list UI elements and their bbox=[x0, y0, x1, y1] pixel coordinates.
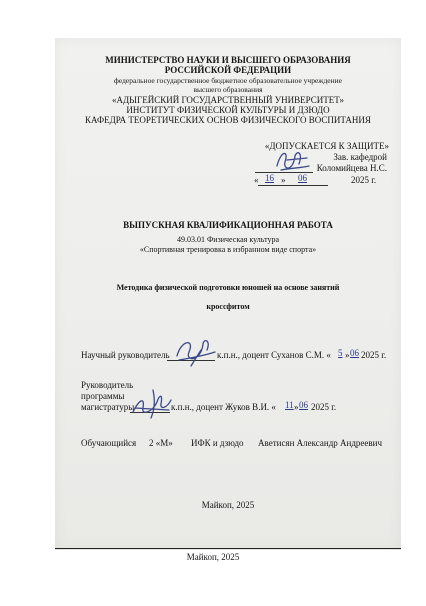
document-type: ВЫПУСКНАЯ КВАЛИФИКАЦИОННАЯ РАБОТА bbox=[123, 220, 333, 230]
program-head-date-mid: » bbox=[294, 402, 299, 412]
specialty-profile: «Спортивная тренировка в избранном виде спорта» bbox=[139, 245, 317, 254]
ministry-line-2: РОССИЙСКОЙ ФЕДЕРАЦИИ bbox=[164, 65, 292, 75]
approval-date-month: 06 bbox=[298, 173, 307, 183]
approval-date-open: « bbox=[254, 175, 259, 185]
student-name: Аветисян Александр Андреевич bbox=[258, 438, 382, 448]
approval-date-mid: » bbox=[281, 175, 286, 185]
program-head-details: к.п.н., доцент Жуков В.И. « bbox=[171, 402, 276, 412]
supervisor-date-mid: » bbox=[345, 350, 350, 360]
approval-date-day: 16 bbox=[265, 173, 274, 183]
page-bottom-rule bbox=[55, 548, 401, 549]
supervisor-details: к.п.н., доцент Суханов С.М. « bbox=[217, 350, 331, 360]
approval-date-year: 2025 г. bbox=[351, 175, 377, 185]
document-photo bbox=[55, 38, 401, 550]
university-name: «АДЫГЕЙСКИЙ ГОСУДАРСТВЕННЫЙ УНИВЕРСИТЕТ» bbox=[112, 95, 344, 105]
approval-name: Коломийцева Н.С. bbox=[316, 163, 387, 173]
department-name: КАФЕДРА ТЕОРЕТИЧЕСКИХ ОСНОВ ФИЗИЧЕСКОГО ВОСПИТАНИЯ bbox=[85, 115, 371, 125]
institution-type-line-1: федеральное государственное бюджетное образовательное учреждение bbox=[114, 76, 342, 85]
footer-city-year: Майкоп, 2025 bbox=[186, 552, 240, 562]
supervisor-signature bbox=[171, 332, 219, 368]
supervisor-date-year: 2025 г. bbox=[361, 350, 387, 360]
supervisor-date-month: 06 bbox=[350, 348, 359, 358]
institute-name: ИНСТИТУТ ФИЗИЧЕСКОЙ КУЛЬТУРЫ И ДЗЮДО bbox=[126, 105, 330, 115]
student-institute: ИФК и дзюдо bbox=[191, 438, 244, 448]
approval-role: Зав. кафедрой bbox=[333, 152, 387, 162]
program-head-label-2: программы bbox=[81, 391, 125, 401]
topic-line-2: кроссфитом bbox=[206, 302, 250, 311]
program-head-date-day: 11 bbox=[285, 400, 294, 410]
approval-label: «ДОПУСКАЕТСЯ К ЗАЩИТЕ» bbox=[264, 141, 389, 151]
supervisor-label: Научный руководитель bbox=[81, 350, 170, 360]
institution-type-line-2: высшего образования bbox=[193, 85, 263, 94]
program-head-signature bbox=[129, 386, 177, 420]
student-course: 2 «М» bbox=[149, 438, 173, 448]
city-year: Майкоп, 2025 bbox=[201, 500, 255, 510]
approval-date-line bbox=[258, 185, 328, 186]
specialty-code: 49.03.01 Физическая культура bbox=[176, 235, 280, 244]
program-head-date-year: 2025 г. bbox=[311, 402, 337, 412]
program-head-label-3: магистратуры bbox=[81, 402, 135, 412]
program-head-label-1: Руководитель bbox=[81, 380, 134, 390]
program-head-date-month: 06 bbox=[299, 400, 308, 410]
ministry-line-1: МИНИСТЕРСТВО НАУКИ И ВЫСШЕГО ОБРАЗОВАНИЯ bbox=[105, 55, 351, 65]
topic-line-1: Методика физической подготовки юношей на основе занятий bbox=[116, 283, 340, 292]
student-label: Обучающийся bbox=[81, 438, 137, 448]
approval-signature bbox=[273, 146, 313, 176]
supervisor-date-day: 5 bbox=[338, 348, 343, 358]
